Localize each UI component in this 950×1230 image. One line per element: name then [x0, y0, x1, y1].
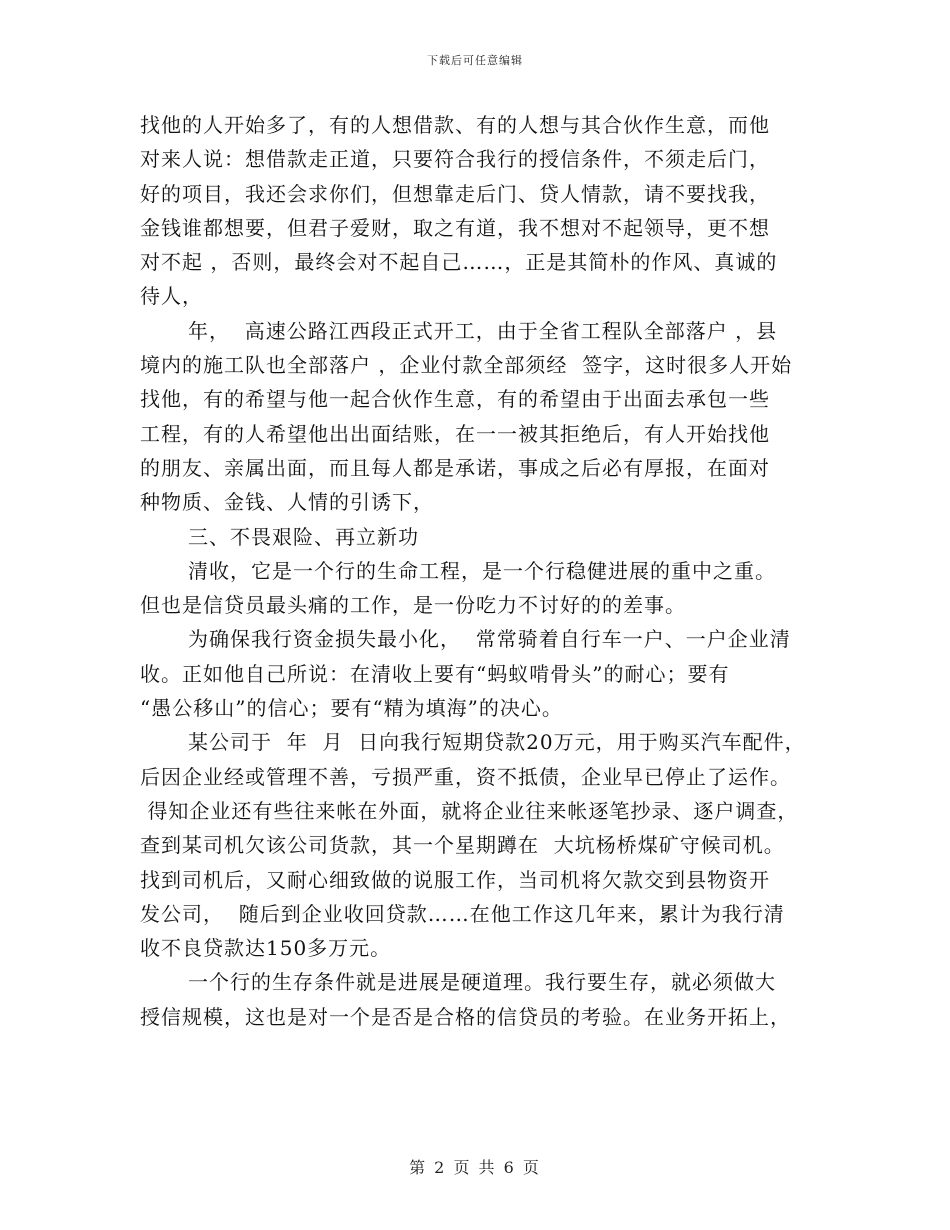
text-line: 某公司于 年 月 日向我行短期贷款20万元，用于购买汽车配件， — [188, 730, 806, 755]
text-line: 对不起 ，否则，最终会对不起自己……，正是其简朴的作风、真诚的 — [140, 250, 778, 275]
text-line: 金钱谁都想要，但君子爱财，取之有道，我不想对不起领导，更不想 — [140, 215, 770, 240]
text-line: 年， 高速公路江西段正式开工，由于全省工程队全部落户 ，县 — [188, 318, 778, 343]
text-line: 清收，它是一个行的生命工程，是一个行稳健进展的重中之重。 — [188, 558, 776, 583]
page-number: 第 2 页 共 6 页 — [409, 1158, 541, 1177]
text-line: 授信规模，这也是对一个是否是合格的信贷员的考验。在业务开拓上， — [140, 1004, 791, 1029]
document-body — [140, 108, 820, 1034]
section-heading: 三、不畏艰险、再立新功 — [188, 524, 419, 549]
text-line: 一个行的生存条件就是进展是硬道理。我行要生存，就必须做大 — [188, 970, 776, 995]
text-line: 对来人说：想借款走正道，只要符合我行的授信条件，不须走后门， — [140, 147, 770, 172]
text-line: 待人， — [140, 284, 203, 309]
page-header: 下载后可任意编辑 — [427, 54, 523, 67]
text-line: 种物质、金钱、人情的引诱下， — [140, 490, 434, 515]
text-line: 找他，有的希望与他一起合伙作生意，有的希望由于出面去承包一些 — [140, 387, 770, 412]
text-line: 收不良贷款达150多万元。 — [140, 936, 392, 961]
text-line: 发公司， 随后到企业收回贷款……在他工作这几年来，累计为我行清 — [140, 901, 785, 926]
text-line: 但也是信贷员最头痛的工作，是一份吃力不讨好的的差事。 — [140, 593, 686, 618]
text-line: 为确保我行资金损失最小化， 常常骑着自行车一户、一户企业清 — [188, 627, 791, 652]
text-line: 收。正如他自己所说：在清收上要有“蚂蚁啃骨头”的耐心；要有 — [140, 661, 730, 686]
text-line: 境内的施工队也全部落户 ，企业付款全部须经 签字，这时很多人开始 — [140, 353, 793, 378]
text-line: 好的项目，我还会求你们，但想靠走后门、贷人情款，请不要找我， — [140, 181, 770, 206]
text-line: 找到司机后，又耐心细致做的说服工作，当司机将欠款交到县物资开 — [140, 867, 770, 892]
text-line: “愚公移山”的信心；要有“精为填海”的决心。 — [140, 696, 563, 721]
text-line: 得知企业还有些往来帐在外面，就将企业往来帐逐笔抄录、逐户调查， — [140, 798, 799, 823]
text-line: 工程，有的人希望他出出面结账，在一一被其拒绝后，有人开始找他 — [140, 421, 770, 446]
text-line: 的朋友、亲属出面，而且每人都是承诺，事成之后必有厚报，在面对 — [140, 455, 770, 480]
text-line: 找他的人开始多了，有的人想借款、有的人想与其合伙作生意，而他 — [140, 113, 770, 137]
text-line: 后因企业经或管理不善，亏损严重，资不抵债，企业早已停止了运作。 — [140, 764, 791, 789]
text-line: 查到某司机欠该公司货款，其一个星期蹲在 大坑杨桥煤矿守候司机。 — [140, 833, 785, 858]
